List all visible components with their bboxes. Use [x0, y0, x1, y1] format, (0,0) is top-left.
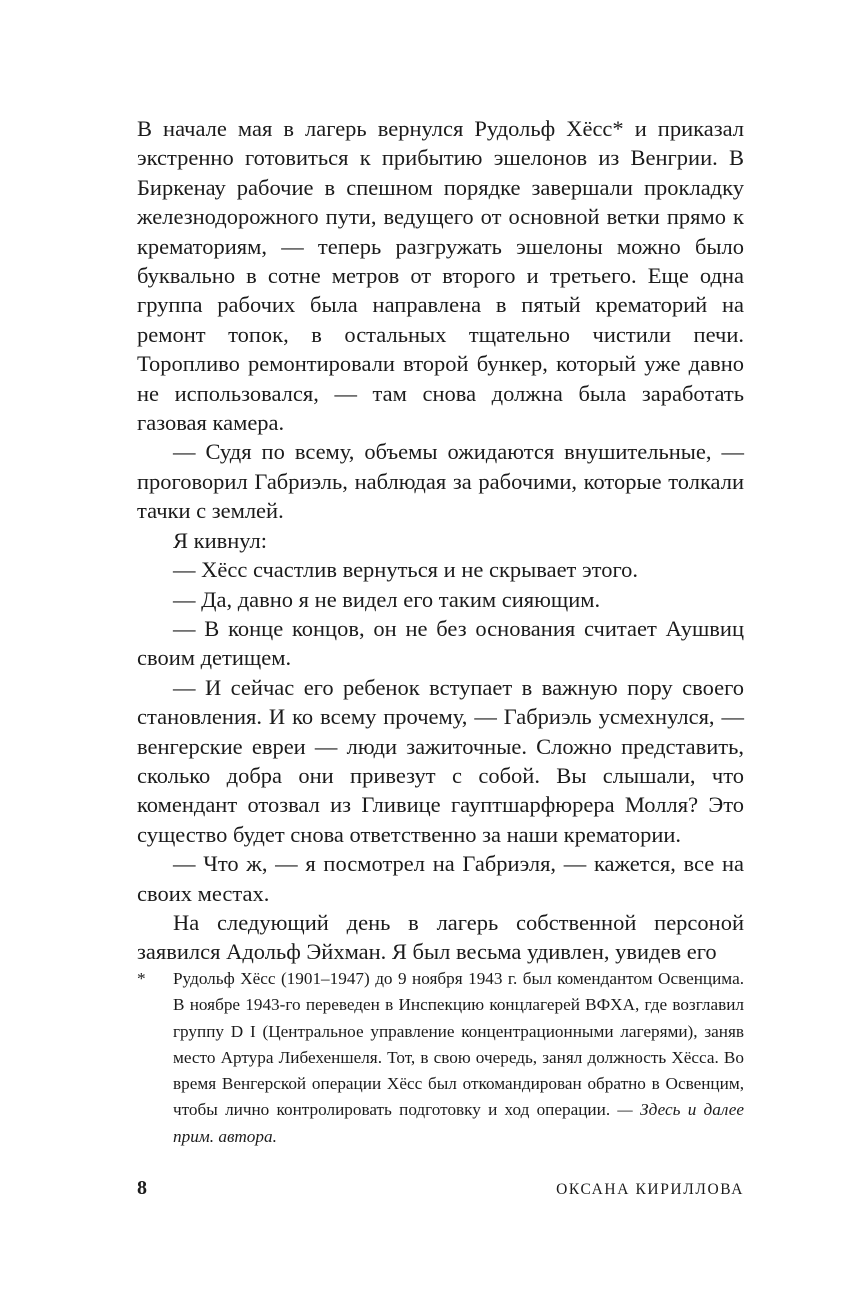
footnote-text-block	[173, 966, 744, 1150]
paragraph-4: — Хёсс счастлив вернуться и не скрывает этого.	[173, 557, 638, 583]
paragraph-7: — И сейчас его ребенок вступает в важную пору своего становления. И ко всему прочему, — Габриэль усмехнулся, — венгерские евреи — люди зажиточные. Сложно представить, сколько добра они привезут с собой. Вы слышали, что комендант отозвал из Гливице гауптшарфюрера Молля? Это существо будет снова ответственно за наши крематории.	[137, 674, 744, 847]
paragraph-2: — Судя по всему, объемы ожидаются внушительные, — проговорил Габриэль, наблюдая за рабочими, которые толкали тачки с землей.	[137, 439, 744, 524]
paragraph-9: На следующий день в лагерь собственной персоной заявился Адольф Эйхман. Я был весьма удивлен, увидев его	[137, 909, 744, 965]
paragraph-1: В начале мая в лагерь вернулся Рудольф Хёсс* и приказал экстренно готовиться к прибытию эшелонов из Венгрии. В Биркенау рабочие в спешном порядке завершали прокладку железнодорожного пути, ведущего от основной ветки прямо к крематориям, — теперь разгружать эшелоны можно было буквально в сотне метров от второго и третьего. Еще одна группа рабочих была направлена в пятый крематорий на ремонт топок, в остальных тщательно чистили печи. Торопливо ремонтировали второй бункер, который уже давно не использовался, — там снова должна была заработать газовая камера.	[137, 116, 744, 436]
footnote-text: Рудольф Хёсс (1901–1947) до 9 ноября 1943 г. был комендантом Освенцима. В ноябре 1943-го переведен в Инспекцию концлагерей ВФХА, где возглавил группу D I (Центральное управление концентрационными лагерями), заняв место Артура Либехеншеля. Тот, в свою очередь, занял должность Хёсса. Во время Венгерской операции Хёсс был откомандирован обратно в Освенцим, чтобы лично контролировать подготовку и ход операции.	[173, 969, 744, 1120]
paragraph-8: — Что ж, — я посмотрел на Габриэля, — кажется, все на своих местах.	[137, 851, 744, 906]
footnote-marker: *	[137, 969, 146, 988]
page-number: 8	[137, 1177, 147, 1199]
footnote	[137, 966, 744, 1150]
paragraph-6: — В конце концов, он не без основания считает Аушвиц своим детищем.	[137, 615, 744, 671]
running-head-author: ОКСАНА КИРИЛЛОВА	[556, 1181, 744, 1198]
paragraph-5: — Да, давно я не видел его таким сияющим.	[173, 586, 601, 612]
paragraph-3: Я кивнул:	[173, 527, 268, 553]
main-text	[137, 114, 744, 967]
footnote-attribution: — Здесь и далее прим. автора.	[173, 1100, 745, 1146]
